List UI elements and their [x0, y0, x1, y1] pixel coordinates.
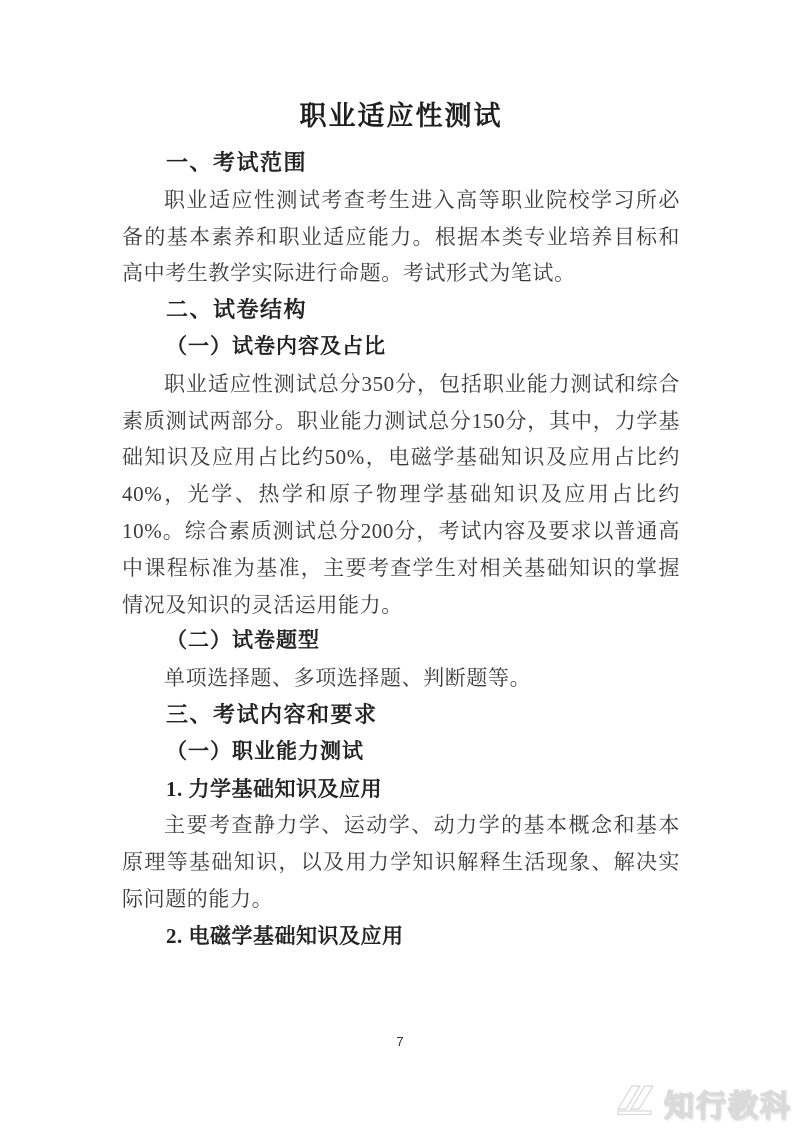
- heading-paper-structure: 二、试卷结构: [166, 297, 308, 323]
- para-mechanics-basics: 主要考查静力学、运动学、动力学的基本概念和基本原理等基础知识，以及用力学知识解释生活现象、解决实际问题的能力。: [122, 813, 680, 911]
- heading-electromagnetics-basics: 2. 电磁学基础知识及应用: [166, 923, 404, 948]
- double-slash-logo-icon: [615, 1083, 661, 1124]
- heading-question-types: （二）试卷题型: [166, 629, 320, 653]
- heading-paper-content-ratio: （一）试卷内容及占比: [166, 334, 386, 358]
- page-title: 职业适应性测试: [299, 101, 503, 131]
- para-exam-scope: 职业适应性测试考查考生进入高等职业院校学习所必备的基本素养和职业适应能力。根据本类专业培养目标和高中考生教学实际进行命题。考试形式为笔试。: [122, 187, 680, 286]
- para-question-types: 单项选择题、多项选择题、判断题等。: [164, 666, 532, 691]
- heading-exam-content-requirements: 三、考试内容和要求: [166, 701, 378, 727]
- document-body: [122, 95, 680, 955]
- heading-exam-scope: 一、考试范围: [166, 150, 308, 175]
- page-number: 7: [396, 1034, 404, 1049]
- para-paper-content-ratio: 职业适应性测试总分350分，包括职业能力测试和综合素质测试两部分。职业能力测试总分150分，其中，力学基础知识及应用占比约50%，电磁学基础知识及应用占比约40%，光学、热学和原子物理学基础知识及应用占比约10%。综合素质测试总分200分，考试内容及要求以普通高中课程标准为基准，主要考查学生对相关基础知识的掌握情况及知识的灵活运用能力。: [122, 371, 680, 617]
- heading-mechanics-basics: 1. 力学基础知识及应用: [166, 776, 382, 801]
- watermark-label: 知行教科: [664, 1090, 792, 1123]
- publisher-watermark: [615, 1081, 792, 1125]
- heading-vocational-ability-test: （一）职业能力测试: [166, 739, 364, 763]
